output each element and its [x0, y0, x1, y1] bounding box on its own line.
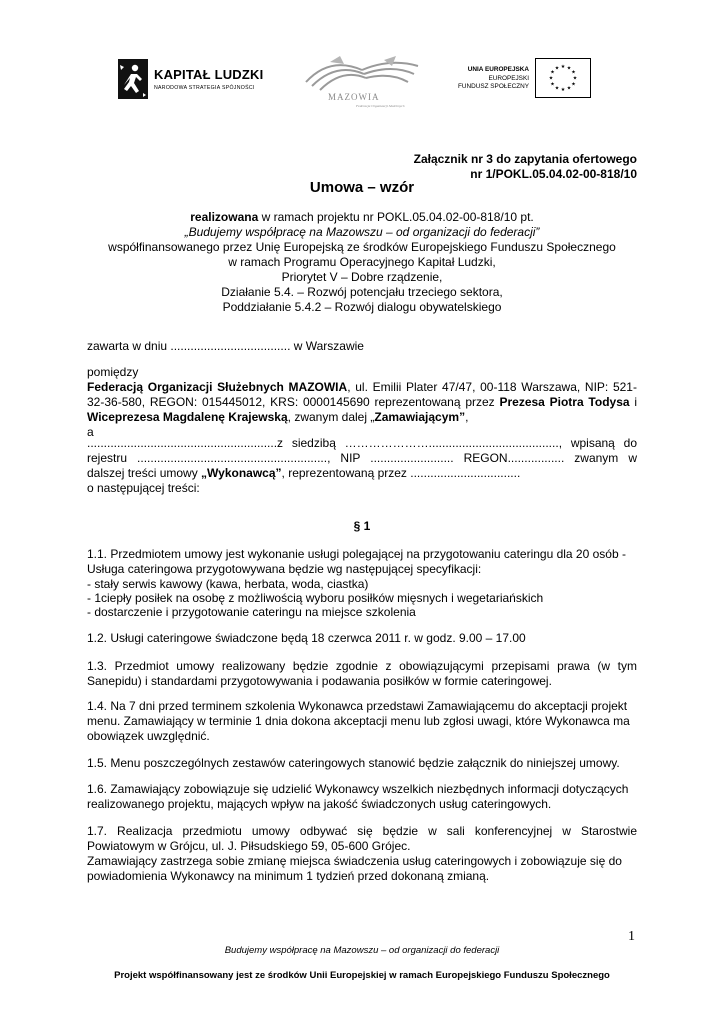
clause-1-4-line-3: obowiązek uwzględnić.	[87, 729, 210, 743]
contractor-line-1: .........................................................z siedzibą …………………......................................., wpisaną do	[87, 436, 637, 450]
svg-text:★: ★	[550, 81, 555, 88]
mazowia-wing-icon	[300, 52, 425, 94]
kapital-ludzki-title: KAPITAŁ LUDZKI	[154, 67, 264, 82]
clause-1-7-line-4: powiadomienia Wykonawcy na minimum 1 tydzień przed dokonaną zmianą.	[87, 869, 490, 883]
clause-1-6-line-1: 1.6. Zamawiający zobowiązuje się udzielić Wykonawcy wszelkich niezbędnych informacji dotyczących	[87, 782, 629, 796]
clause-1-3-line-1: 1.3. Przedmiot umowy realizowany będzie zgodnie z obowiązującymi przepisami prawa (w tym	[87, 659, 637, 673]
party-1-role: Zamawiającym”	[374, 410, 466, 424]
footer-funding: Projekt współfinansowany jest ze środków Unii Europejskiej w ramach Europejskiego Funduszu Społecznego	[114, 970, 610, 981]
clause-1-3-line-2: Sanepidu) i standardami przygotowywania i podawania posiłków w formie cateringowej.	[87, 674, 552, 688]
intro-line-3: współfinansowanego przez Unię Europejską ze środków Europejskiego Funduszu Społecznego	[108, 240, 616, 254]
contractor-line-4: o następującej treści:	[87, 481, 200, 495]
intro-line-4: w ramach Programu Operacyjnego Kapitał Ludzki,	[228, 255, 496, 269]
mazowia-logo	[300, 52, 425, 112]
intro-realizowana: realizowana	[190, 210, 259, 224]
clause-1-1-line-1: 1.1. Przedmiotem umowy jest wykonanie usługi polegającej na przygotowaniu cateringu dla 20 osób -	[87, 547, 626, 561]
intro-line-7: Poddziałanie 5.4.2 – Rozwój dialogu obywatelskiego	[222, 300, 502, 314]
svg-text:★: ★	[560, 64, 566, 70]
svg-text:★: ★	[566, 85, 572, 92]
clause-1-5: 1.5. Menu poszczególnych zestawów cateringowych stanowić będzie załącznik do niniejszej umowy.	[87, 756, 620, 770]
party-1-line-2	[87, 395, 637, 410]
clause-1-2: 1.2. Usługi cateringowe świadczone będą 18 czerwca 2011 r. w godz. 9.00 – 17.00	[87, 631, 526, 645]
clause-1-1-item-2: - 1ciepły posiłek na osobę z możliwością wyboru posiłków mięsnych i wegetariańskich	[87, 591, 544, 605]
eu-text-block	[440, 66, 529, 92]
party-1-registry: 32-36-580, REGON: 015445012, KRS: 0000145690 reprezentowaną przez	[87, 395, 500, 409]
concluded-line: zawarta w dniu .................................... w Warszawie	[87, 339, 364, 353]
and-line: a	[87, 425, 94, 439]
party-1-and: i	[629, 395, 638, 409]
section-heading: § 1	[353, 519, 371, 533]
svg-text:★: ★	[560, 87, 566, 93]
attachment-line-1: Załącznik nr 3 do zapytania ofertowego	[413, 152, 637, 166]
contractor-further: dalszej treści umowy	[87, 466, 202, 480]
eu-line-1: UNIA EUROPEJSKA	[467, 66, 529, 73]
svg-text:★: ★	[550, 69, 555, 76]
clause-1-7-line-2: Powiatowym w Grójcu, ul. J. Piłsudskiego 59, 05-600 Grójec.	[87, 839, 411, 853]
party-1-line-1	[87, 380, 637, 395]
intro-line-1-rest: w ramach projektu nr POKL.05.04.02-00-818/10 pt.	[258, 210, 534, 224]
page-number: 1	[628, 929, 635, 944]
intro-line-1	[0, 210, 724, 225]
kapital-ludzki-logo	[116, 55, 286, 105]
attachment-line-2: nr 1/POKL.05.04.02-00-818/10	[470, 167, 637, 181]
clause-1-6-line-2: realizowanego projektu, mających wpływ na jakość świadczonych usług cateringowych.	[87, 797, 552, 811]
party-1-line-3	[87, 410, 468, 425]
clause-1-1-item-1: - stały serwis kawowy (kawa, herbata, woda, ciastka)	[87, 577, 369, 591]
clause-1-7-line-1: 1.7. Realizacja przedmiotu umowy odbywać się będzie w sali konferencyjnej w Starostwie	[87, 824, 637, 838]
clause-1-4-line-1: 1.4. Na 7 dni przed terminem szkolenia Wykonawca przedstawi Zamawiającemu do akceptacji projekt	[87, 699, 628, 713]
footer-motto: Budujemy współpracę na Mazowszu – od organizacji do federacji	[224, 945, 500, 956]
intro-line-6: Działanie 5.4. – Rozwój potencjału trzeciego sektora,	[221, 285, 503, 299]
clause-1-1-line-2: Usługa cateringowa przygotowywana będzie wg następującej specyfikacji:	[87, 562, 482, 576]
mazowia-name: MAZOWIA	[328, 92, 380, 102]
party-1-comma: ,	[465, 410, 469, 424]
contractor-represented: , reprezentowaną przez .................................	[281, 466, 521, 480]
contractor-line-3	[87, 466, 520, 481]
clause-1-4-line-2: menu. Zamawiający w terminie 1 dnia dokona akceptacji menu lub zgłosi uwagi, które Wykonawca ma	[87, 714, 630, 728]
party-1-president: Prezesa Piotra Todysa	[499, 395, 630, 409]
contractor-role: „Wykonawcą”	[201, 466, 282, 480]
intro-line-5: Priorytet V – Dobre rządzenie,	[281, 270, 443, 284]
intro-project-title: „Budujemy współpracę na Mazowszu – od organizacji do federacji”	[184, 225, 540, 239]
svg-text:★: ★	[572, 75, 578, 82]
svg-text:★: ★	[554, 85, 560, 92]
contractor-line-2: rejestru ........................................................., NIP ......................... REGON................. zwanym w	[87, 451, 637, 465]
kapital-ludzki-icon	[116, 55, 152, 105]
clause-1-1-item-3: - dostarczenie i przygotowanie cateringu na miejsce szkolenia	[87, 605, 416, 619]
party-1-address: , ul. Emilii Plater 47/47, 00-118 Warszawa, NIP: 521-	[347, 380, 637, 394]
svg-text:★: ★	[566, 65, 572, 72]
eu-flag-icon	[535, 58, 591, 98]
party-1-name: Federacją Organizacji Służebnych MAZOWIA	[87, 380, 348, 394]
kapital-ludzki-subtitle: NARODOWA STRATEGIA SPÓJNOŚCI	[154, 85, 255, 91]
clause-1-7-line-3: Zamawiający zastrzega sobie zmianę miejsca świadczenia usług cateringowych i zobowiązuje się do	[87, 854, 622, 868]
party-1-vicepresident: Wiceprezesa Magdalenę Krajewską	[87, 410, 288, 424]
page-title: Umowa – wzór	[309, 179, 415, 196]
svg-text:★: ★	[548, 75, 554, 82]
eu-line-3: FUNDUSZ SPOŁECZNY	[457, 83, 529, 90]
svg-text:★: ★	[554, 65, 560, 72]
eu-line-2: EUROPEJSKI	[488, 74, 529, 82]
party-1-called: , zwanym dalej „	[287, 410, 375, 424]
svg-text:★: ★	[571, 81, 576, 88]
between-line: pomiędzy	[87, 365, 139, 379]
svg-text:★: ★	[571, 69, 576, 76]
mazowia-subtitle: Federacja Organizacji Służebnych	[356, 104, 405, 108]
